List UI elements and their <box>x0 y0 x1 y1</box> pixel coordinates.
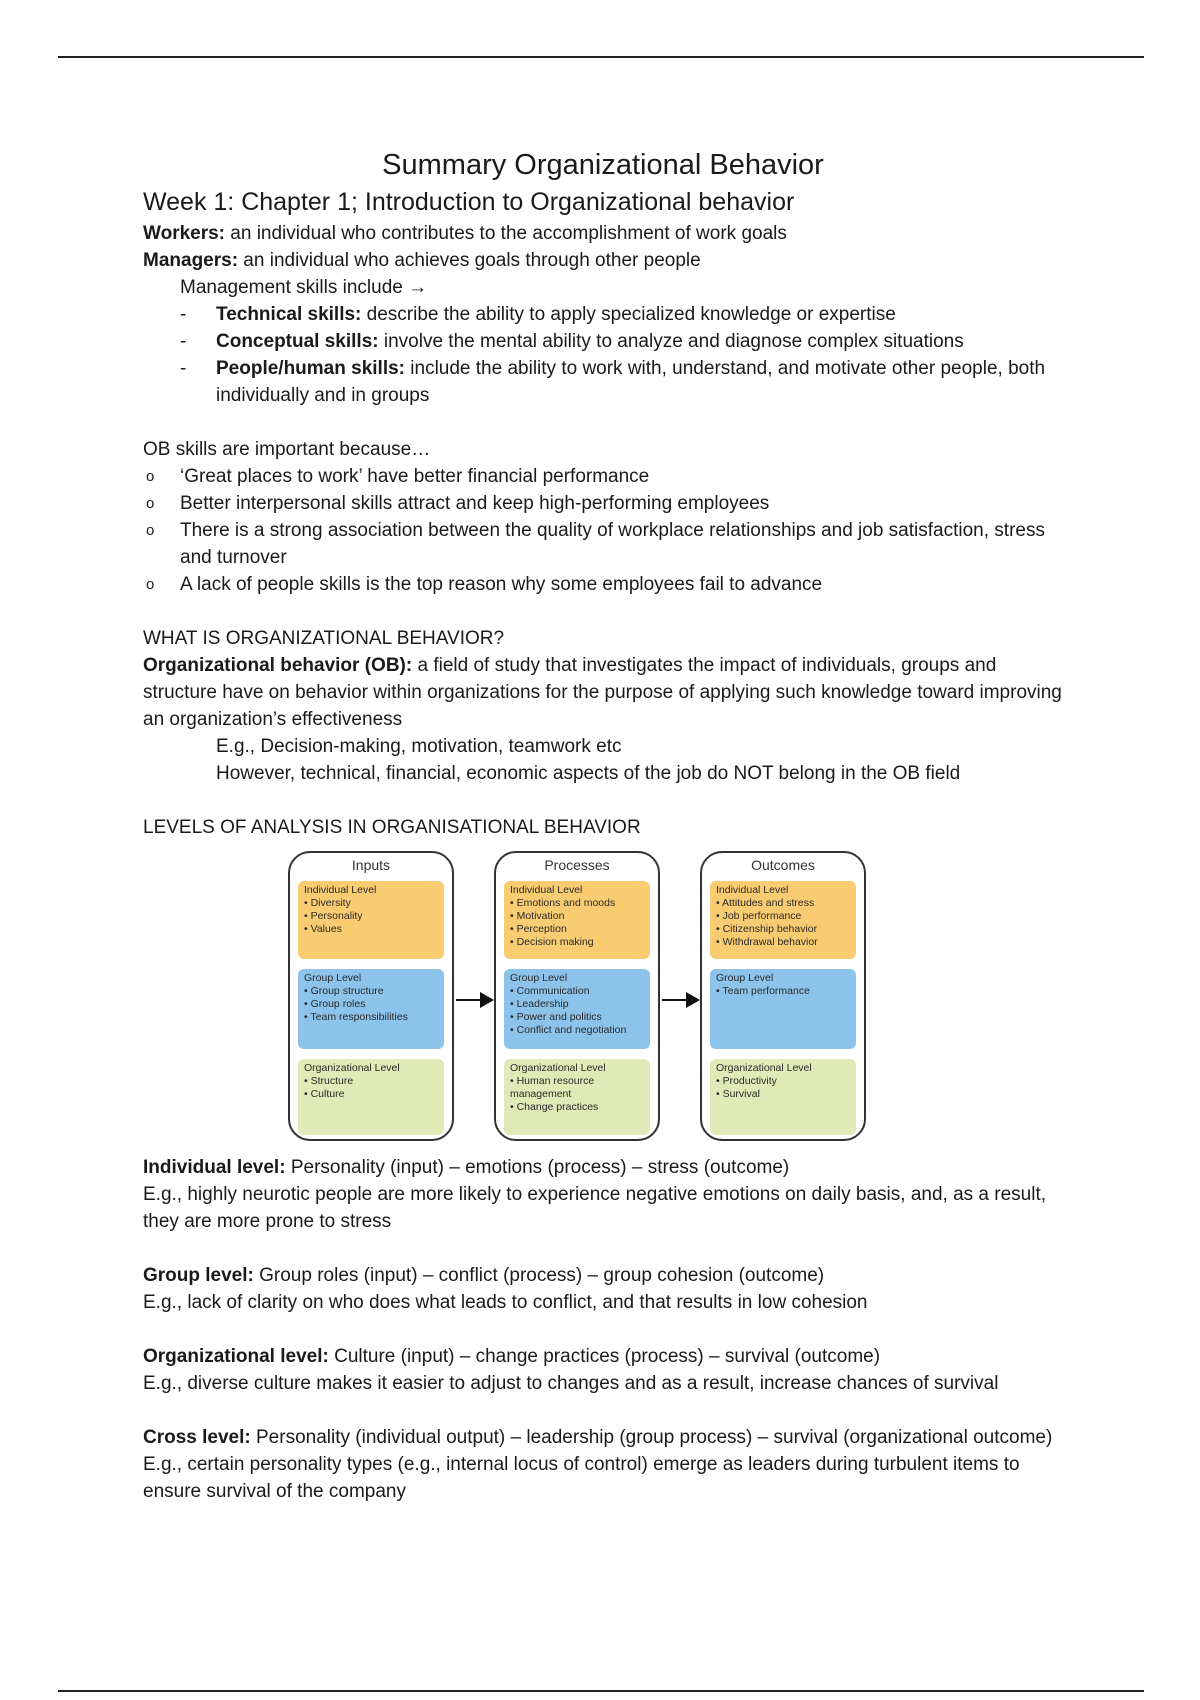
workers-definition: Workers: an individual who contributes to the accomplishment of work goals <box>143 223 787 244</box>
column-title: Outcomes <box>751 857 815 873</box>
column-title: Inputs <box>351 857 391 873</box>
organizational-level-block: Organizational Level • Human resource management • Change practices <box>504 1059 650 1135</box>
list-item: - Technical skills: describe the ability to apply specialized knowledge or expertise <box>180 304 896 325</box>
what-is-ob-heading: WHAT IS ORGANIZATIONAL BEHAVIOR? <box>143 628 505 649</box>
group-level-example: E.g., lack of clarity on who does what leads to conflict, and that results in low cohesion <box>143 1292 868 1313</box>
list-item: o Better interpersonal skills attract and keep high-performing employees <box>146 493 770 514</box>
ob-definition: Organizational behavior (OB): a field of study that investigates the impact of individuals, groups and structure have on behavior within organizations for the purpose of applying such knowledge toward improving an organization’s effectiveness <box>143 655 1062 730</box>
list-item: o A lack of people skills is the top reason why some employees fail to advance <box>146 574 823 595</box>
list-item: - Conceptual skills: involve the mental ability to analyze and diagnose complex situations <box>180 331 964 352</box>
managers-definition: Managers: an individual who achieves goals through other people <box>143 250 701 271</box>
management-skills-intro: Management skills include → <box>180 277 428 298</box>
document-body <box>143 146 1063 1505</box>
group-level-summary: Group level: Group roles (input) – conflict (process) – group cohesion (outcome) <box>143 1265 825 1286</box>
inputs-column <box>288 851 454 1141</box>
individual-level-block: Individual Level • Diversity • Personality • Values <box>298 881 444 959</box>
management-skills-list <box>143 301 1063 409</box>
outcomes-column <box>700 851 866 1141</box>
group-level-block: Group Level • Team performance <box>710 969 856 1049</box>
ob-example: E.g., Decision-making, motivation, teamwork etc <box>216 736 622 757</box>
column-title: Processes <box>544 857 610 873</box>
individual-level-block: Individual Level • Attitudes and stress • Job performance • Citizenship behavior • Withdrawal behavior <box>710 881 856 959</box>
group-level-block: Group Level • Communication • Leadership • Power and politics • Conflict and negotiation <box>504 969 650 1049</box>
arrow-right-icon <box>662 999 698 1001</box>
organizational-level-block: Organizational Level • Structure • Culture <box>298 1059 444 1135</box>
ob-skills-list <box>143 463 1063 598</box>
ob-skills-intro: OB skills are important because… <box>143 439 431 460</box>
group-level-block: Group Level • Group structure • Group roles • Team responsibilities <box>298 969 444 1049</box>
list-item: o ‘Great places to work’ have better financial performance <box>146 466 650 487</box>
list-item: o There is a strong association between the quality of workplace relationships and job satisfaction, stress and turnover <box>146 520 1045 568</box>
header-rule <box>58 56 1144 58</box>
arrow-right-icon <box>456 999 492 1001</box>
organizational-level-block: Organizational Level • Productivity • Survival <box>710 1059 856 1135</box>
cross-level-summary: Cross level: Personality (individual output) – leadership (group process) – survival (organizational outcome) <box>143 1427 1053 1448</box>
individual-level-example: E.g., highly neurotic people are more likely to experience negative emotions on daily basis, and, as a result, they are more prone to stress <box>143 1184 1047 1232</box>
footer-rule <box>58 1690 1144 1692</box>
list-item: - People/human skills: include the ability to work with, understand, and motivate other people, both individually and in groups <box>180 358 1046 406</box>
cross-level-example: E.g., certain personality types (e.g., internal locus of control) emerge as leaders during turbulent items to ensure survival of the company <box>143 1454 1020 1502</box>
levels-heading: LEVELS OF ANALYSIS IN ORGANISATIONAL BEHAVIOR <box>143 817 641 838</box>
week-heading: Week 1: Chapter 1; Introduction to Organizational behavior <box>143 188 795 216</box>
levels-diagram <box>288 851 878 1146</box>
document-title: Summary Organizational Behavior <box>382 149 824 181</box>
processes-column <box>494 851 660 1141</box>
individual-level-block: Individual Level • Emotions and moods • Motivation • Perception • Decision making <box>504 881 650 959</box>
individual-level-summary: Individual level: Personality (input) – emotions (process) – stress (outcome) <box>143 1157 790 1178</box>
organizational-level-example: E.g., diverse culture makes it easier to adjust to changes and as a result, increase chances of survival <box>143 1373 999 1394</box>
ob-exclusion: However, technical, financial, economic aspects of the job do NOT belong in the OB field <box>216 763 961 784</box>
organizational-level-summary: Organizational level: Culture (input) – change practices (process) – survival (outcome) <box>143 1346 881 1367</box>
